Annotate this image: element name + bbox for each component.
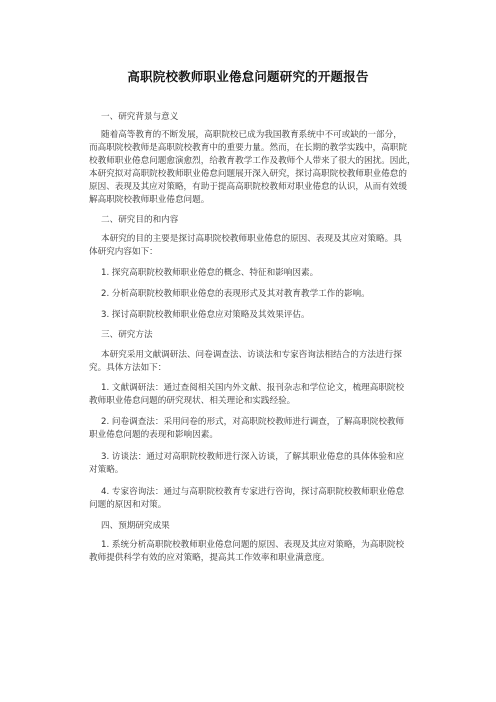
list-item-continuation: 对策略。 bbox=[89, 465, 124, 475]
list-item-continuation: 教师提供科学有效的应对策略，提高其工作效率和职业满意度。 bbox=[89, 553, 330, 563]
section-heading: 一、研究背景与意义 bbox=[101, 112, 179, 122]
document-title: 高职院校教师职业倦怠问题研究的开题报告 bbox=[127, 69, 369, 84]
paragraph-line: 解高职院校教师职业倦怠问题。 bbox=[89, 195, 210, 205]
list-item: 3. 探讨高职院校教师职业倦怠应对策略及其效果评估。 bbox=[101, 310, 310, 320]
paragraph-line: 本研究采用文献调研法、问卷调查法、访谈法和专家咨询法相结合的方法进行探 bbox=[101, 350, 402, 360]
paragraph-line: 而高职院校教师是高职院校教育中的重要力量。然而，在长期的教学实践中，高职院 bbox=[89, 143, 407, 153]
list-item: 3. 访谈法：通过对高职院校教师进行深入访谈，了解其职业倦怠的具体体验和应 bbox=[101, 452, 405, 462]
paragraph-line: 校教师职业倦怠问题愈演愈烈，给教育教学工作及教师个人带来了很大的困扰。因此， bbox=[89, 156, 416, 166]
list-item-continuation: 教师职业倦怠问题的研究现状、相关理论和实践经验。 bbox=[89, 396, 296, 406]
list-item: 1. 文献调研法：通过查阅相关国内外文献、报刊杂志和学位论文，梳理高职院校 bbox=[101, 383, 405, 393]
paragraph-line: 随着高等教育的不断发展，高职院校已成为我国教育系统中不可或缺的一部分， bbox=[101, 130, 402, 140]
section-heading: 二、研究目的和内容 bbox=[101, 215, 179, 225]
paragraph-line: 本研究的目的主要是探讨高职院校教师职业倦怠的原因、表现及其应对策略。具 bbox=[101, 234, 402, 244]
list-item-continuation: 问题的原因和对策。 bbox=[89, 500, 167, 510]
list-item: 2. 问卷调查法：采用问卷的形式，对高职院校教师进行调查，了解高职院校教师 bbox=[101, 417, 405, 427]
list-item: 4. 专家咨询法：通过与高职院校教育专家进行咨询，探讨高职院校教师职业倦怠 bbox=[101, 487, 405, 497]
paragraph-line: 本研究拟对高职院校教师职业倦怠问题展开深入研究，探讨高职院校教师职业倦怠的 bbox=[89, 169, 407, 179]
list-item: 2. 分析高职院校教师职业倦怠的表现形式及其对教育教学工作的影响。 bbox=[101, 289, 370, 299]
paragraph-line: 原因、表现及其应对策略，有助于提高高职院校教师对职业倦怠的认识，从而有效缓 bbox=[89, 182, 407, 192]
list-item: 1. 系统分析高职院校教师职业倦怠问题的原因、表现及其应对策略，为高职院校 bbox=[101, 540, 405, 550]
list-item: 1. 探究高职院校教师职业倦怠的概念、特征和影响因素。 bbox=[101, 268, 319, 278]
section-heading: 三、研究方法 bbox=[101, 330, 153, 340]
list-item-continuation: 职业倦怠问题的表现和影响因素。 bbox=[89, 430, 218, 440]
paragraph-line: 体研究内容如下： bbox=[89, 247, 158, 257]
section-heading: 四、预期研究成果 bbox=[101, 521, 170, 531]
paragraph-line: 究。具体方法如下： bbox=[89, 363, 167, 373]
